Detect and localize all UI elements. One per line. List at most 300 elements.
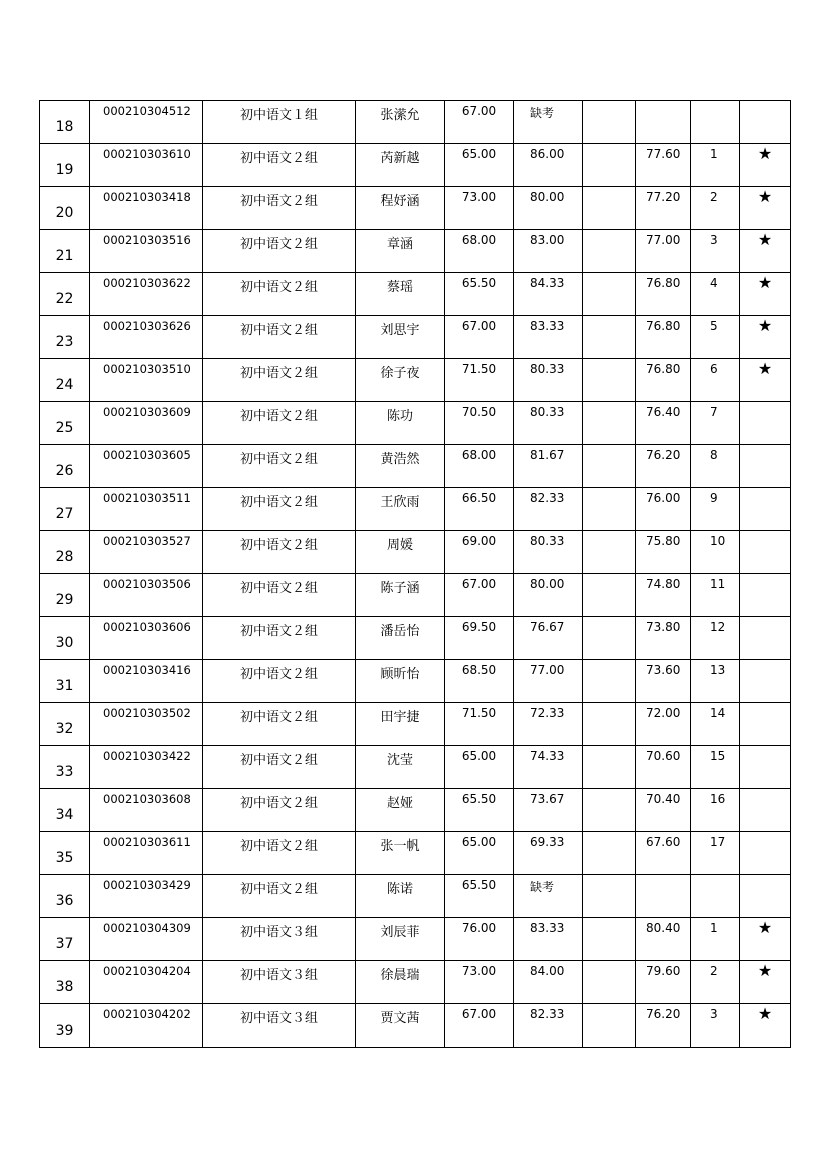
group-cell bbox=[203, 359, 356, 402]
group-cell bbox=[203, 402, 356, 445]
star-cell bbox=[740, 359, 791, 402]
seq-cell bbox=[40, 875, 90, 918]
written-score-cell-text: 68.00 bbox=[461, 233, 497, 247]
written-score-cell bbox=[445, 574, 514, 617]
name-cell-text: 张潆允 bbox=[380, 108, 420, 123]
seq-cell bbox=[40, 359, 90, 402]
rank-cell bbox=[691, 918, 740, 961]
extra-cell-text bbox=[583, 875, 635, 878]
name-cell-text: 徐晨瑞 bbox=[380, 968, 420, 983]
group-cell-text: 初中语文２组 bbox=[239, 753, 318, 768]
interview-score-cell-text: 73.67 bbox=[530, 792, 565, 806]
total-score-cell-text: 76.20 bbox=[646, 1007, 681, 1021]
candidate-id-cell bbox=[90, 703, 203, 746]
table-row bbox=[40, 875, 791, 918]
group-cell-text: 初中语文１组 bbox=[239, 108, 318, 123]
total-score-cell-text: 80.40 bbox=[646, 921, 681, 935]
seq-cell bbox=[40, 230, 90, 273]
total-score-cell bbox=[636, 101, 691, 144]
total-score-cell-text: 76.80 bbox=[646, 362, 681, 376]
extra-cell-text bbox=[583, 101, 635, 104]
name-cell-text: 顾昕怡 bbox=[380, 667, 420, 682]
interview-score-cell bbox=[514, 316, 583, 359]
rank-cell bbox=[691, 273, 740, 316]
total-score-cell bbox=[636, 961, 691, 1004]
written-score-cell-text: 69.50 bbox=[461, 620, 497, 634]
candidate-id-cell-text: 000210303516 bbox=[103, 233, 191, 247]
seq-cell-text: 19 bbox=[55, 162, 74, 178]
total-score-cell-text: 70.40 bbox=[646, 792, 681, 806]
candidate-id-cell-text: 000210303511 bbox=[103, 491, 191, 505]
interview-score-cell bbox=[514, 101, 583, 144]
interview-score-cell bbox=[514, 574, 583, 617]
candidate-id-cell-text: 000210304512 bbox=[103, 104, 191, 118]
candidate-id-cell-text: 000210303506 bbox=[103, 577, 191, 591]
name-cell bbox=[356, 918, 445, 961]
extra-cell bbox=[583, 531, 636, 574]
seq-cell bbox=[40, 402, 90, 445]
extra-cell-text bbox=[583, 961, 635, 964]
total-score-cell bbox=[636, 316, 691, 359]
written-score-cell bbox=[445, 230, 514, 273]
name-cell-text: 蔡瑶 bbox=[386, 280, 413, 295]
star-icon: ★ bbox=[757, 230, 773, 249]
group-cell-text: 初中语文２组 bbox=[239, 667, 318, 682]
star-icon bbox=[740, 101, 790, 102]
extra-cell bbox=[583, 703, 636, 746]
rank-cell-text: 2 bbox=[710, 964, 718, 978]
interview-score-cell bbox=[514, 144, 583, 187]
star-cell bbox=[740, 961, 791, 1004]
star-cell bbox=[740, 832, 791, 875]
candidate-id-cell-text: 000210303626 bbox=[103, 319, 191, 333]
candidate-id-cell-text: 000210303418 bbox=[103, 190, 191, 204]
written-score-cell bbox=[445, 789, 514, 832]
candidate-id-cell-text: 000210304204 bbox=[103, 964, 191, 978]
star-cell bbox=[740, 445, 791, 488]
total-score-cell bbox=[636, 488, 691, 531]
seq-cell-text: 33 bbox=[55, 764, 74, 780]
rank-cell-text: 17 bbox=[710, 835, 726, 849]
rank-cell-text: 10 bbox=[710, 534, 726, 548]
name-cell bbox=[356, 531, 445, 574]
group-cell bbox=[203, 789, 356, 832]
seq-cell-text: 27 bbox=[55, 506, 74, 522]
group-cell-text: 初中语文２组 bbox=[239, 409, 318, 424]
interview-score-cell bbox=[514, 445, 583, 488]
extra-cell bbox=[583, 101, 636, 144]
total-score-cell-text bbox=[636, 101, 690, 104]
candidate-id-cell-text: 000210303608 bbox=[103, 792, 191, 806]
extra-cell bbox=[583, 875, 636, 918]
star-icon: ★ bbox=[757, 144, 773, 163]
total-score-cell-text: 74.80 bbox=[646, 577, 681, 591]
rank-cell-text: 13 bbox=[710, 663, 726, 677]
interview-score-cell-text: 83.33 bbox=[530, 319, 565, 333]
candidate-id-cell-text: 000210304202 bbox=[103, 1007, 191, 1021]
interview-score-cell-text: 84.00 bbox=[530, 964, 565, 978]
group-cell-text: 初中语文３组 bbox=[239, 925, 318, 940]
candidate-id-cell bbox=[90, 789, 203, 832]
star-cell bbox=[740, 1004, 791, 1048]
rank-cell bbox=[691, 746, 740, 789]
group-cell-text: 初中语文２组 bbox=[239, 280, 318, 295]
extra-cell bbox=[583, 961, 636, 1004]
rank-cell bbox=[691, 230, 740, 273]
interview-score-cell bbox=[514, 875, 583, 918]
table-row bbox=[40, 1004, 791, 1048]
seq-cell bbox=[40, 101, 90, 144]
rank-cell-text: 5 bbox=[710, 319, 718, 333]
written-score-cell-text: 71.50 bbox=[461, 362, 497, 376]
seq-cell bbox=[40, 144, 90, 187]
written-score-cell-text: 65.50 bbox=[461, 878, 497, 892]
written-score-cell-text: 71.50 bbox=[461, 706, 497, 720]
interview-score-cell-text: 82.33 bbox=[530, 1007, 565, 1021]
written-score-cell-text: 73.00 bbox=[461, 190, 497, 204]
group-cell bbox=[203, 316, 356, 359]
candidate-id-cell-text: 000210303510 bbox=[103, 362, 191, 376]
group-cell bbox=[203, 488, 356, 531]
rank-cell-text: 8 bbox=[710, 448, 718, 462]
total-score-cell-text bbox=[636, 875, 690, 878]
table-row bbox=[40, 101, 791, 144]
rank-cell bbox=[691, 961, 740, 1004]
interview-score-cell bbox=[514, 230, 583, 273]
written-score-cell-text: 67.00 bbox=[461, 319, 497, 333]
candidate-id-cell bbox=[90, 359, 203, 402]
table-row bbox=[40, 402, 791, 445]
name-cell bbox=[356, 703, 445, 746]
star-icon bbox=[740, 445, 790, 446]
group-cell bbox=[203, 961, 356, 1004]
rank-cell-text: 6 bbox=[710, 362, 718, 376]
rank-cell-text bbox=[691, 101, 739, 104]
star-icon bbox=[740, 789, 790, 790]
extra-cell-text bbox=[583, 144, 635, 147]
rank-cell-text: 1 bbox=[710, 147, 718, 161]
interview-score-cell-text: 80.33 bbox=[530, 362, 565, 376]
candidate-id-cell-text: 000210304309 bbox=[103, 921, 191, 935]
table-row bbox=[40, 832, 791, 875]
star-cell bbox=[740, 574, 791, 617]
group-cell-text: 初中语文２组 bbox=[239, 452, 318, 467]
table-row bbox=[40, 273, 791, 316]
extra-cell-text bbox=[583, 531, 635, 534]
total-score-cell bbox=[636, 875, 691, 918]
interview-score-cell-text: 缺考 bbox=[530, 880, 555, 894]
seq-cell bbox=[40, 703, 90, 746]
star-icon: ★ bbox=[757, 961, 773, 980]
candidate-id-cell bbox=[90, 187, 203, 230]
written-score-cell bbox=[445, 402, 514, 445]
extra-cell-text bbox=[583, 746, 635, 749]
seq-cell bbox=[40, 273, 90, 316]
extra-cell-text bbox=[583, 316, 635, 319]
star-icon bbox=[740, 574, 790, 575]
interview-score-cell-text: 74.33 bbox=[530, 749, 565, 763]
star-icon bbox=[740, 703, 790, 704]
total-score-cell-text: 77.20 bbox=[646, 190, 681, 204]
candidate-id-cell bbox=[90, 918, 203, 961]
extra-cell bbox=[583, 316, 636, 359]
written-score-cell bbox=[445, 273, 514, 316]
extra-cell-text bbox=[583, 187, 635, 190]
name-cell-text: 王欣雨 bbox=[380, 495, 420, 510]
seq-cell bbox=[40, 187, 90, 230]
seq-cell-text: 31 bbox=[55, 678, 74, 694]
total-score-cell-text: 76.00 bbox=[646, 491, 681, 505]
candidate-id-cell bbox=[90, 617, 203, 660]
interview-score-cell-text: 82.33 bbox=[530, 491, 565, 505]
candidate-id-cell-text: 000210303611 bbox=[103, 835, 191, 849]
seq-cell bbox=[40, 789, 90, 832]
rank-cell-text: 3 bbox=[710, 233, 718, 247]
written-score-cell bbox=[445, 187, 514, 230]
total-score-cell-text: 73.80 bbox=[646, 620, 681, 634]
extra-cell-text bbox=[583, 402, 635, 405]
written-score-cell bbox=[445, 703, 514, 746]
name-cell-text: 刘辰菲 bbox=[380, 925, 420, 940]
seq-cell-text: 18 bbox=[55, 119, 74, 135]
written-score-cell bbox=[445, 617, 514, 660]
table-row bbox=[40, 703, 791, 746]
interview-score-cell-text: 72.33 bbox=[530, 706, 565, 720]
interview-score-cell-text: 80.00 bbox=[530, 190, 565, 204]
name-cell-text: 陈诺 bbox=[386, 882, 413, 897]
candidate-id-cell-text: 000210303502 bbox=[103, 706, 191, 720]
group-cell-text: 初中语文２组 bbox=[239, 495, 318, 510]
name-cell bbox=[356, 574, 445, 617]
group-cell bbox=[203, 703, 356, 746]
total-score-cell bbox=[636, 660, 691, 703]
group-cell-text: 初中语文２组 bbox=[239, 796, 318, 811]
written-score-cell bbox=[445, 1004, 514, 1048]
seq-cell-text: 36 bbox=[55, 893, 74, 909]
total-score-cell-text: 79.60 bbox=[646, 964, 681, 978]
name-cell bbox=[356, 789, 445, 832]
written-score-cell bbox=[445, 359, 514, 402]
interview-score-cell bbox=[514, 1004, 583, 1048]
star-icon bbox=[740, 660, 790, 661]
rank-cell bbox=[691, 488, 740, 531]
group-cell-text: 初中语文２组 bbox=[239, 624, 318, 639]
rank-cell-text: 16 bbox=[710, 792, 726, 806]
written-score-cell bbox=[445, 660, 514, 703]
interview-score-cell-text: 80.33 bbox=[530, 534, 565, 548]
candidate-id-cell-text: 000210303422 bbox=[103, 749, 191, 763]
name-cell bbox=[356, 230, 445, 273]
table-row bbox=[40, 918, 791, 961]
rank-cell-text: 9 bbox=[710, 491, 718, 505]
extra-cell bbox=[583, 359, 636, 402]
total-score-cell-text: 73.60 bbox=[646, 663, 681, 677]
extra-cell bbox=[583, 574, 636, 617]
extra-cell-text bbox=[583, 789, 635, 792]
group-cell bbox=[203, 832, 356, 875]
group-cell bbox=[203, 1004, 356, 1048]
group-cell bbox=[203, 918, 356, 961]
written-score-cell bbox=[445, 531, 514, 574]
interview-score-cell-text: 83.00 bbox=[530, 233, 565, 247]
written-score-cell bbox=[445, 746, 514, 789]
seq-cell-text: 20 bbox=[55, 205, 74, 221]
rank-cell bbox=[691, 832, 740, 875]
table-row bbox=[40, 144, 791, 187]
total-score-cell bbox=[636, 746, 691, 789]
name-cell bbox=[356, 832, 445, 875]
extra-cell bbox=[583, 230, 636, 273]
candidate-id-cell bbox=[90, 402, 203, 445]
star-cell bbox=[740, 316, 791, 359]
seq-cell bbox=[40, 832, 90, 875]
seq-cell bbox=[40, 660, 90, 703]
star-cell bbox=[740, 617, 791, 660]
star-icon: ★ bbox=[757, 359, 773, 378]
group-cell-text: 初中语文２组 bbox=[239, 237, 318, 252]
extra-cell-text bbox=[583, 574, 635, 577]
seq-cell-text: 26 bbox=[55, 463, 74, 479]
name-cell bbox=[356, 660, 445, 703]
group-cell bbox=[203, 445, 356, 488]
candidate-id-cell bbox=[90, 875, 203, 918]
extra-cell-text bbox=[583, 359, 635, 362]
group-cell-text: 初中语文２组 bbox=[239, 839, 318, 854]
name-cell-text: 田宇捷 bbox=[380, 710, 420, 725]
candidate-id-cell-text: 000210303527 bbox=[103, 534, 191, 548]
rank-cell-text: 12 bbox=[710, 620, 726, 634]
total-score-cell bbox=[636, 445, 691, 488]
written-score-cell-text: 68.00 bbox=[461, 448, 497, 462]
written-score-cell-text: 70.50 bbox=[461, 405, 497, 419]
interview-score-cell bbox=[514, 617, 583, 660]
seq-cell-text: 21 bbox=[55, 248, 74, 264]
table-row bbox=[40, 789, 791, 832]
total-score-cell bbox=[636, 187, 691, 230]
group-cell-text: 初中语文２组 bbox=[239, 366, 318, 381]
star-icon bbox=[740, 746, 790, 747]
written-score-cell-text: 76.00 bbox=[461, 921, 497, 935]
total-score-cell-text: 67.60 bbox=[646, 835, 681, 849]
name-cell bbox=[356, 1004, 445, 1048]
total-score-cell-text: 76.80 bbox=[646, 276, 681, 290]
rank-cell-text: 15 bbox=[710, 749, 726, 763]
extra-cell-text bbox=[583, 660, 635, 663]
extra-cell bbox=[583, 918, 636, 961]
rank-cell bbox=[691, 703, 740, 746]
rank-cell bbox=[691, 445, 740, 488]
written-score-cell-text: 69.00 bbox=[461, 534, 497, 548]
star-cell bbox=[740, 918, 791, 961]
interview-score-cell-text: 81.67 bbox=[530, 448, 565, 462]
candidate-id-cell-text: 000210303606 bbox=[103, 620, 191, 634]
group-cell bbox=[203, 531, 356, 574]
total-score-cell bbox=[636, 359, 691, 402]
table-row bbox=[40, 660, 791, 703]
seq-cell bbox=[40, 316, 90, 359]
total-score-cell bbox=[636, 230, 691, 273]
group-cell bbox=[203, 273, 356, 316]
name-cell-text: 陈子涵 bbox=[380, 581, 420, 596]
written-score-cell bbox=[445, 144, 514, 187]
extra-cell-text bbox=[583, 1004, 635, 1007]
total-score-cell-text: 76.20 bbox=[646, 448, 681, 462]
name-cell-text: 周媛 bbox=[386, 538, 413, 553]
total-score-cell bbox=[636, 273, 691, 316]
total-score-cell-text: 76.80 bbox=[646, 319, 681, 333]
group-cell-text: 初中语文３组 bbox=[239, 1011, 318, 1026]
rank-cell bbox=[691, 875, 740, 918]
total-score-cell bbox=[636, 1004, 691, 1048]
total-score-cell bbox=[636, 918, 691, 961]
candidate-id-cell bbox=[90, 101, 203, 144]
seq-cell-text: 25 bbox=[55, 420, 74, 436]
written-score-cell-text: 67.00 bbox=[461, 577, 497, 591]
star-cell bbox=[740, 273, 791, 316]
written-score-cell bbox=[445, 488, 514, 531]
rank-cell bbox=[691, 660, 740, 703]
star-icon: ★ bbox=[757, 273, 773, 292]
group-cell-text: 初中语文２组 bbox=[239, 194, 318, 209]
written-score-cell bbox=[445, 316, 514, 359]
total-score-cell bbox=[636, 617, 691, 660]
group-cell bbox=[203, 230, 356, 273]
name-cell bbox=[356, 101, 445, 144]
rank-cell-text: 1 bbox=[710, 921, 718, 935]
candidate-id-cell bbox=[90, 531, 203, 574]
candidate-id-cell-text: 000210303610 bbox=[103, 147, 191, 161]
name-cell bbox=[356, 144, 445, 187]
star-icon bbox=[740, 402, 790, 403]
table-row bbox=[40, 746, 791, 789]
seq-cell bbox=[40, 1004, 90, 1048]
rank-cell-text: 7 bbox=[710, 405, 718, 419]
extra-cell-text bbox=[583, 617, 635, 620]
interview-score-cell bbox=[514, 488, 583, 531]
group-cell-text: 初中语文３组 bbox=[239, 968, 318, 983]
group-cell-text: 初中语文２组 bbox=[239, 538, 318, 553]
name-cell-text: 刘思宇 bbox=[380, 323, 420, 338]
group-cell bbox=[203, 746, 356, 789]
extra-cell bbox=[583, 1004, 636, 1048]
total-score-cell bbox=[636, 703, 691, 746]
table-row bbox=[40, 187, 791, 230]
seq-cell-text: 38 bbox=[55, 979, 74, 995]
interview-score-cell bbox=[514, 187, 583, 230]
star-cell bbox=[740, 488, 791, 531]
rank-cell bbox=[691, 187, 740, 230]
rank-cell bbox=[691, 531, 740, 574]
interview-score-cell bbox=[514, 961, 583, 1004]
candidate-id-cell bbox=[90, 488, 203, 531]
interview-score-cell-text: 80.00 bbox=[530, 577, 565, 591]
written-score-cell bbox=[445, 918, 514, 961]
rank-cell-text bbox=[691, 875, 739, 878]
rank-cell bbox=[691, 144, 740, 187]
name-cell-text: 张一帆 bbox=[380, 839, 420, 854]
name-cell-text: 沈莹 bbox=[386, 753, 413, 768]
total-score-cell bbox=[636, 144, 691, 187]
extra-cell-text bbox=[583, 488, 635, 491]
seq-cell-text: 37 bbox=[55, 936, 74, 952]
group-cell-text: 初中语文２组 bbox=[239, 710, 318, 725]
rank-cell-text: 14 bbox=[710, 706, 726, 720]
star-cell bbox=[740, 660, 791, 703]
candidate-id-cell-text: 000210303429 bbox=[103, 878, 191, 892]
written-score-cell bbox=[445, 875, 514, 918]
interview-score-cell-text: 缺考 bbox=[530, 106, 555, 120]
seq-cell-text: 34 bbox=[55, 807, 74, 823]
